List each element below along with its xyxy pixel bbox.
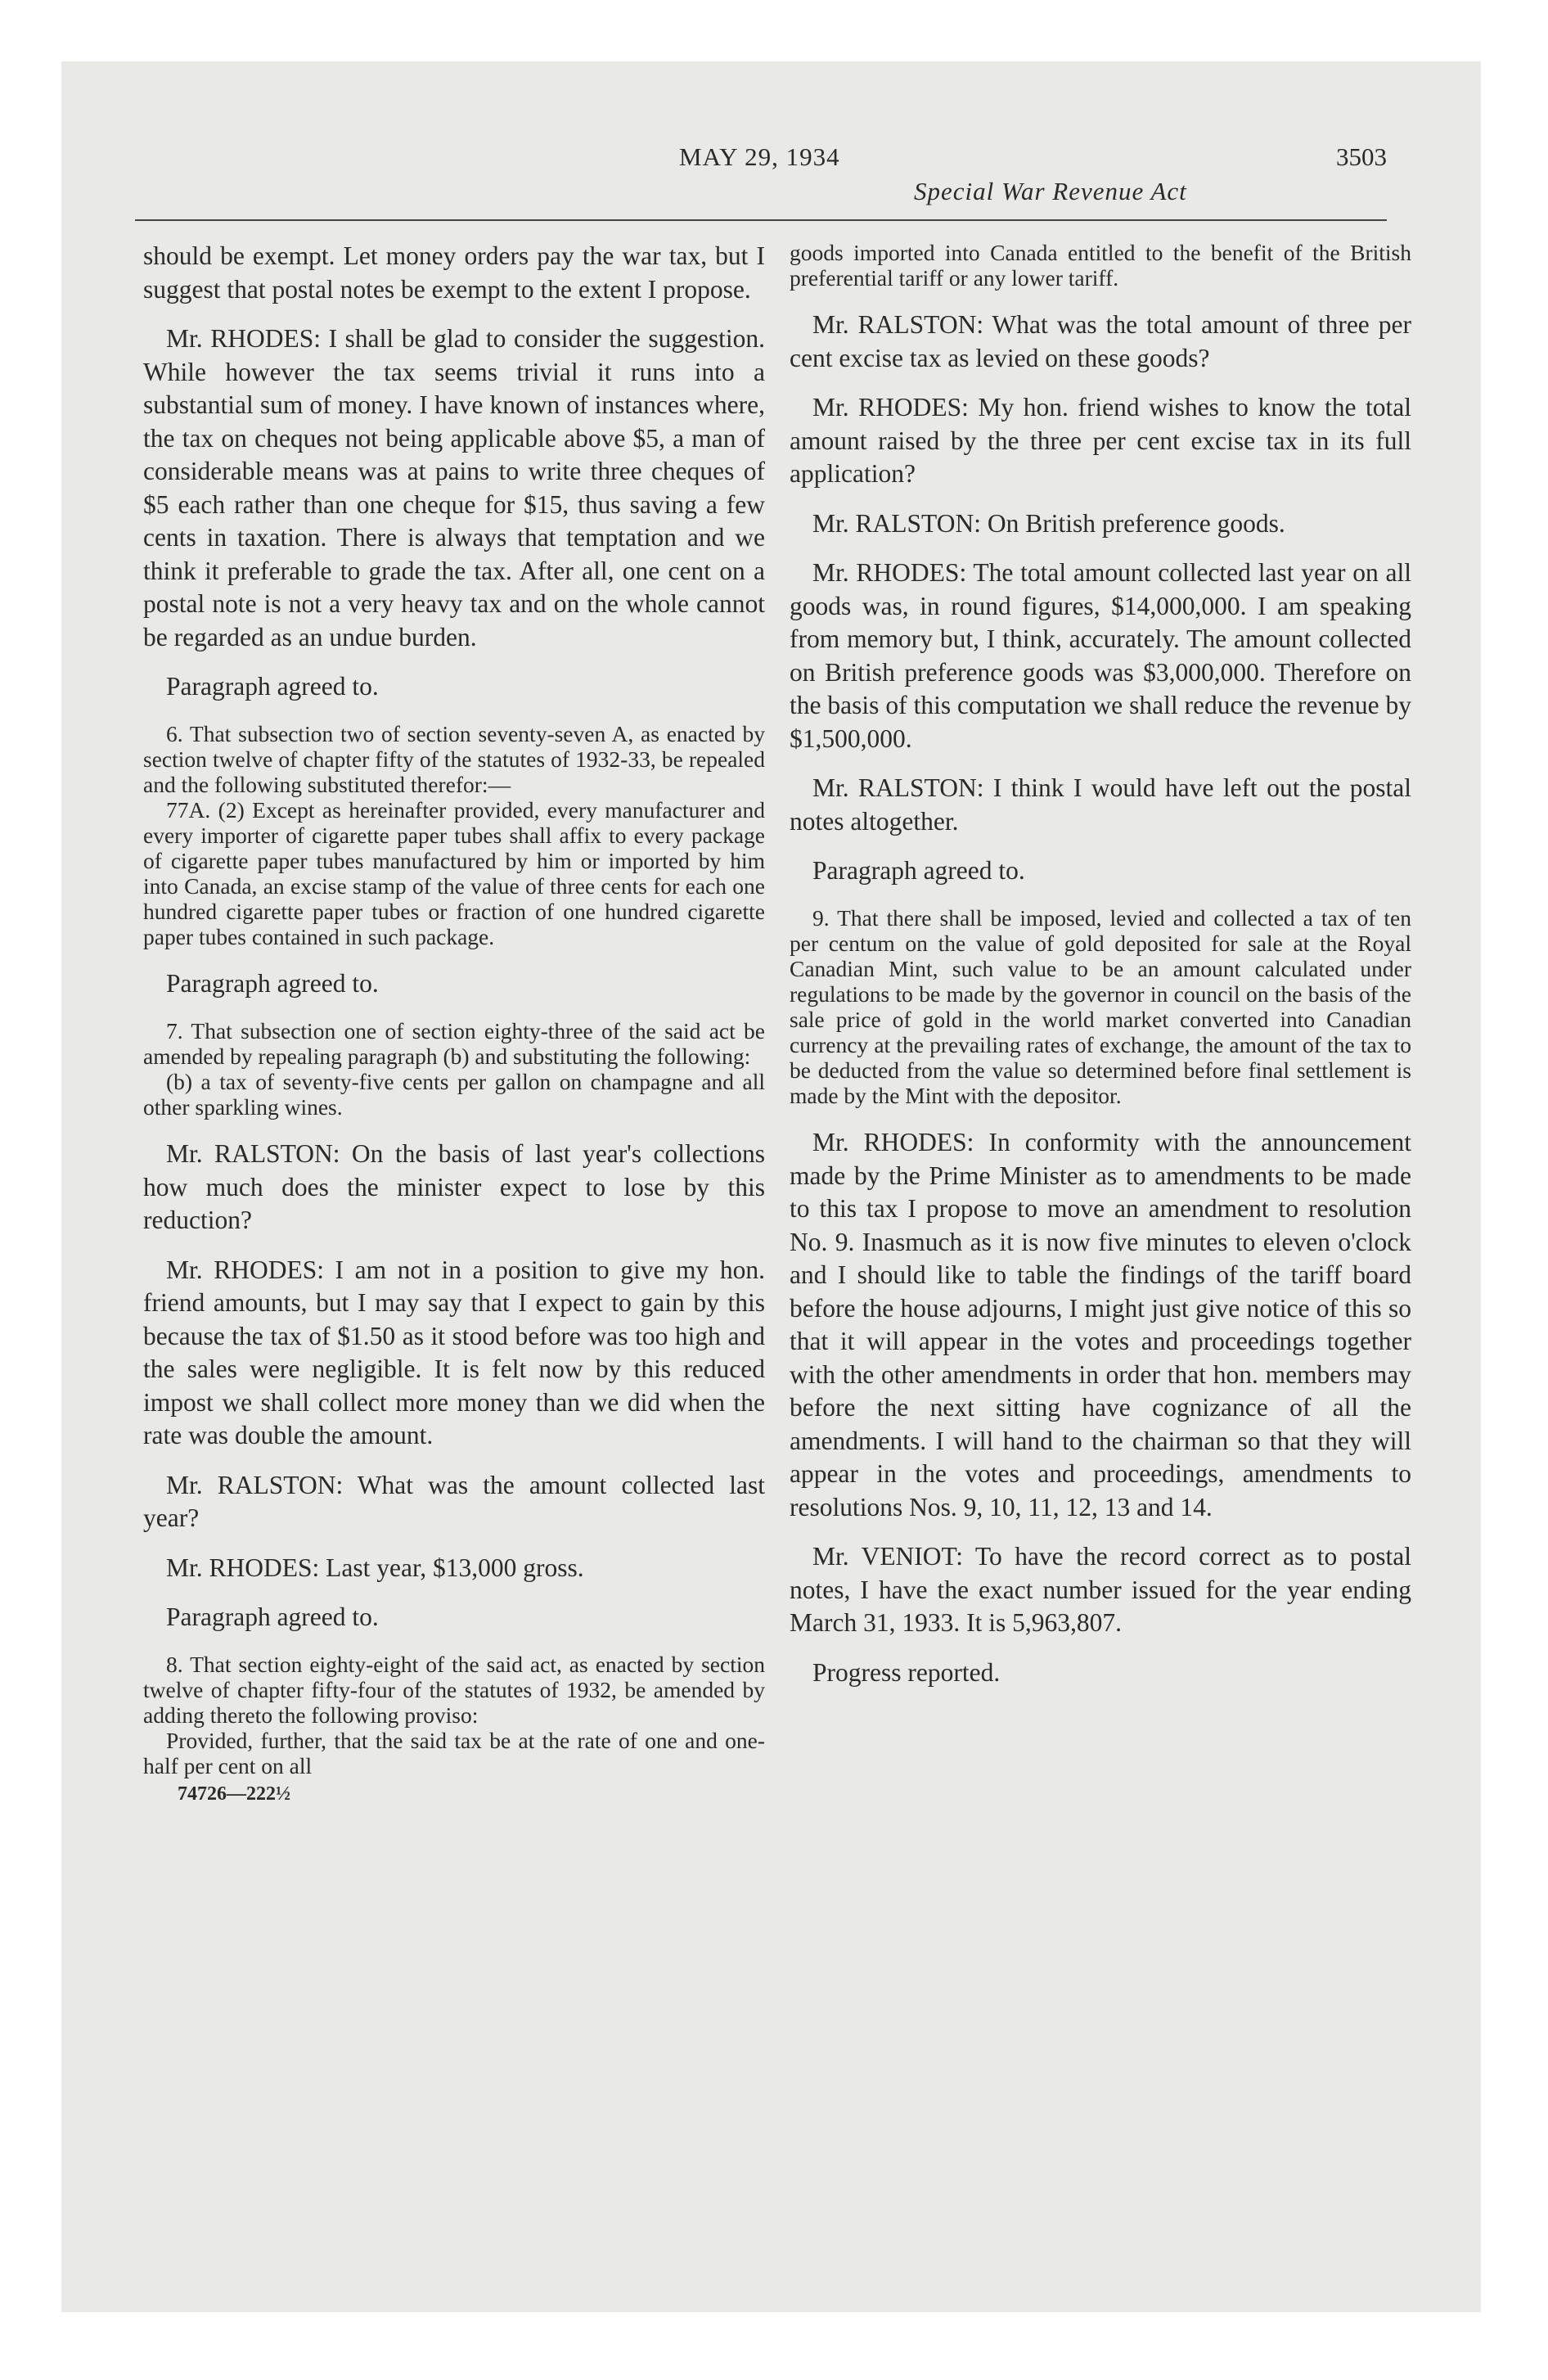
resolution-text: 77A. (2) Except as hereinafter provided, every manufacturer and every importer of cigarette paper tubes shall affix to every package of cigarette paper tubes manufactured by him or imported by him into Canada, an excise stamp of the value of three cents for each one hundred cigarette paper tubes or fraction of one hundred cigarette paper tubes contained in such package.	[143, 797, 765, 949]
speech-ralston: Mr. RALSTON: On British preference goods.	[812, 508, 1285, 538]
resolution-7: 7. That subsection one of section eighty-three of the said act be amended by repealing paragraph (b) and substituting the following:	[143, 1018, 765, 1069]
paragraph-agreed: Paragraph agreed to.	[812, 856, 1025, 885]
act-title: Special War Revenue Act	[914, 177, 1187, 205]
speech-rhodes: Mr. RHODES: In conformity with the announcement made by the Prime Minister as to amendments to be made to this tax I propose to move an amendment to resolution No. 9. Inasmuch as it is now five minutes to eleven o'clock and I should like to table the findings of the tariff board before the house adjourns, I might just give notice of this so that it will appear in the votes and proceedings together with the other amendments in order that hon. members may before the next sitting have cognizance of all the amendments. I will hand to the chairman so that they will appear in the votes and proceedings, amendments to resolutions Nos. 9, 10, 11, 12, 13 and 14.	[790, 1128, 1411, 1521]
right-column	[790, 240, 1411, 1707]
header-rule	[135, 219, 1387, 221]
resolution-text: Provided, further, that the said tax be at the rate of one and one-half per cent on all	[143, 1728, 765, 1778]
header-date: MAY 29, 1934	[679, 142, 840, 171]
resolution-6: 6. That subsection two of section seventy-seven A, as enacted by section twelve of chapter fifty of the statutes of 1932-33, be repealed and the following substituted therefor:—	[143, 721, 765, 797]
paragraph-agreed: Paragraph agreed to.	[166, 1602, 379, 1631]
page-number: 3503	[1336, 142, 1387, 171]
paragraph-agreed: Paragraph agreed to.	[166, 969, 379, 998]
speech-veniot: Mr. VENIOT: To have the record correct as to postal notes, I have the exact number issued for the year ending March 31, 1933. It is 5,963,807.	[790, 1542, 1411, 1637]
progress-reported: Progress reported.	[812, 1657, 1001, 1687]
left-column	[143, 240, 765, 1805]
paragraph-agreed: Paragraph agreed to.	[166, 672, 379, 701]
resolution-9: 9. That there shall be imposed, levied and collected a tax of ten per centum on the value of gold deposited for sale at the Royal Canadian Mint, such value to be an amount calculated under regulations to be made by the governor in council on the basis of the sale price of gold in the world market converted into Canadian currency at the prevailing rates of exchange, the amount of the tax to be deducted from the value so determined before final settlement is made by the Mint with the depositor.	[790, 905, 1411, 1108]
resolution-text: goods imported into Canada entitled to the benefit of the British preferential tariff or any lower tariff.	[790, 240, 1411, 291]
speech-ralston: Mr. RALSTON: What was the amount collected last year?	[143, 1470, 765, 1532]
speech-rhodes: Mr. RHODES: My hon. friend wishes to know the total amount raised by the three per cent excise tax in its full application?	[790, 393, 1411, 488]
speech-ralston: Mr. RALSTON: What was the total amount of three per cent excise tax as levied on these goods?	[790, 310, 1411, 372]
speech-rhodes: Mr. RHODES: Last year, $13,000 gross.	[166, 1553, 584, 1582]
paragraph: should be exempt. Let money orders pay the war tax, but I suggest that postal notes be exempt to the extent I propose.	[143, 241, 765, 304]
page-header	[135, 137, 1387, 219]
resolution-text: (b) a tax of seventy-five cents per gallon on champagne and all other sparkling wines.	[143, 1069, 765, 1120]
printer-code: 74726—222½	[178, 1783, 290, 1805]
speech-ralston: Mr. RALSTON: On the basis of last year's collections how much does the minister expect to lose by this reduction?	[143, 1139, 765, 1234]
speech-ralston: Mr. RALSTON: I think I would have left out the postal notes altogether.	[790, 773, 1411, 836]
speech-rhodes: Mr. RHODES: I shall be glad to consider the suggestion. While however the tax seems trivial it runs into a substantial sum of money. I have known of instances where, the tax on cheques not being applicable above $5, a man of considerable means was at pains to write three cheques of $5 each rather than one cheque for $15, thus saving a few cents in taxation. There is always that temptation and we think it preferable to grade the tax. After all, one cent on a postal note is not a very heavy tax and on the whole cannot be regarded as an undue burden.	[143, 324, 765, 651]
speech-rhodes: Mr. RHODES: The total amount collected last year on all goods was, in round figures, $14,000,000. I am speaking from memory but, I think, accurately. The amount collected on British preference goods was $3,000,000. Therefore on the basis of this computation we shall reduce the revenue by $1,500,000.	[790, 558, 1411, 753]
resolution-8: 8. That section eighty-eight of the said act, as enacted by section twelve of chapter fifty-four of the statutes of 1932, be amended by adding thereto the following proviso:	[143, 1652, 765, 1728]
speech-rhodes: Mr. RHODES: I am not in a position to give my hon. friend amounts, but I may say that I expect to gain by this because the tax of $1.50 as it stood before was too high and the sales were negligible. It is felt now by this reduced impost we shall collect more money than we did when the rate was double the amount.	[143, 1255, 765, 1449]
